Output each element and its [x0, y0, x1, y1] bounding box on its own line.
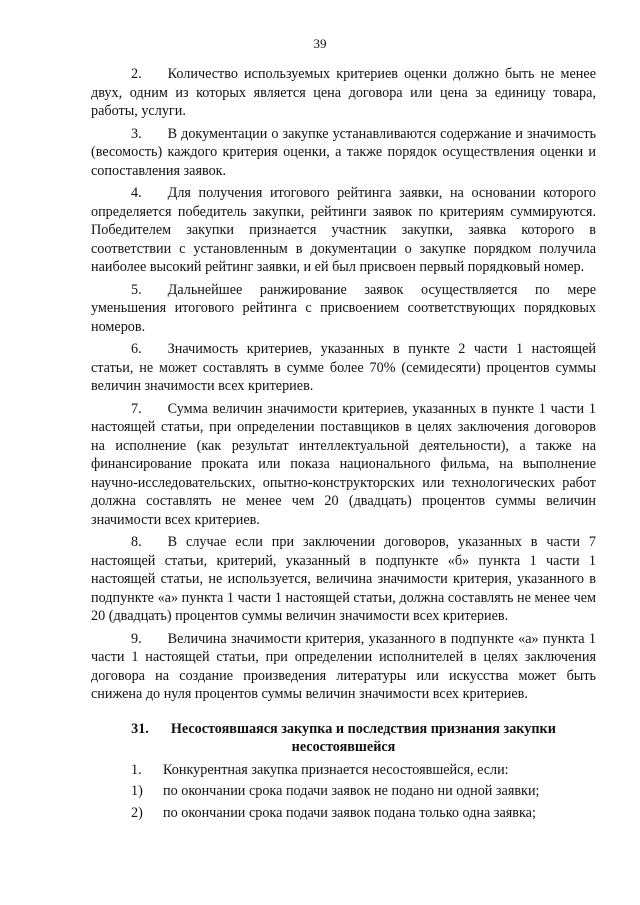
section-heading [91, 720, 596, 757]
paragraph-number: 8. [131, 534, 142, 550]
list-item-text: Конкурентная закупка признается несостоявшейся, если: [163, 761, 509, 778]
section-number: 31. [131, 720, 149, 737]
paragraph-5 [91, 281, 596, 337]
section-title: Несостоявшаяся закупка и последствия признания закупки несостоявшейся [170, 720, 556, 755]
list-item-text: по окончании срока подачи заявок не подано ни одной заявки; [163, 783, 540, 799]
paragraph-number: 5. [131, 281, 142, 298]
paragraph-text: Количество используемых критериев оценки должно быть не менее двух, одним из которых является цена договора или цена за единицу товара, работы, услуги. [91, 66, 596, 119]
list-item [91, 804, 596, 823]
list-item-number: 1. [131, 761, 142, 778]
page-number: 39 [313, 36, 327, 51]
paragraph-number: 2. [131, 66, 142, 82]
document-body [91, 65, 596, 825]
paragraph-2 [91, 65, 596, 121]
paragraph-number: 9. [131, 630, 142, 647]
paragraph-7 [91, 400, 596, 530]
paragraph-9 [91, 630, 596, 704]
paragraph-8 [91, 533, 596, 626]
paragraph-number: 4. [131, 185, 142, 201]
paragraph-text: Для получения итогового рейтинга заявки, на основании которого определяется победитель закупки, рейтинги заявок по критериям суммируются. Победителем закупки признается участник закупки, заявка которого в соответствии с установленным в документации о закупке порядком получила наиболее высокий рейтинг заявки, и ей был присвоен первый порядковый номер. [91, 185, 596, 275]
paragraph-text: Величина значимости критерия, указанного в подпункте «а» пункта 1 части 1 настоящей статьи, при определении исполнителей в целях заключения договора на создание произведения литературы или искусства может быть снижена до нуля процентов суммы величин значимости всех критериев. [91, 630, 596, 702]
paragraph-number: 3. [131, 125, 142, 142]
paragraph-number: 6. [131, 341, 142, 357]
list-item-number: 1) [131, 783, 143, 799]
paragraph-4 [91, 184, 596, 277]
paragraph-text: Значимость критериев, указанных в пункте 2 части 1 настоящей статьи, не может составлять в сумме более 70% (семидесяти) процентов суммы величин значимости всех критериев. [91, 341, 596, 394]
paragraph-text: В документации о закупке устанавливаются содержание и значимость (весомость) каждого критерия оценки, а также порядок осуществления оценки и сопоставления заявок. [91, 125, 596, 179]
list-item-text: по окончании срока подачи заявок подана только одна заявка; [163, 804, 536, 821]
list-item-number: 2) [131, 804, 143, 821]
paragraph-text: В случае если при заключении договоров, указанных в части 7 настоящей статьи, критерий, указанный в подпункте «б» пункта 1 части 1 настоящей статьи, не используется, величина значимости критерия, указанного в подпункте «а» пункта 1 части 1 настоящей статьи, должна составлять не менее чем 20 (двадцать) процентов суммы величин значимости всех критериев. [91, 534, 596, 624]
paragraph-number: 7. [131, 400, 142, 417]
list-item [91, 761, 596, 780]
paragraph-text: Дальнейшее ранжирование заявок осуществляется по мере уменьшения итогового рейтинга с присвоением соответствующих порядковых номеров. [91, 281, 596, 335]
list-item [91, 782, 596, 801]
paragraph-3 [91, 125, 596, 181]
paragraph-6 [91, 340, 596, 396]
paragraph-text: Сумма величин значимости критериев, указанных в пункте 1 части 1 настоящей статьи, при определении поставщиков в целях заключения договоров на исполнение (как результат интеллектуальной деятельности), а также на финансирование проката или показа национального фильма, на выполнение научно-исследовательских, опытно-конструкторских или технологических работ должна составлять не менее чем 20 (двадцать) процентов суммы величин значимости всех критериев. [91, 400, 596, 528]
